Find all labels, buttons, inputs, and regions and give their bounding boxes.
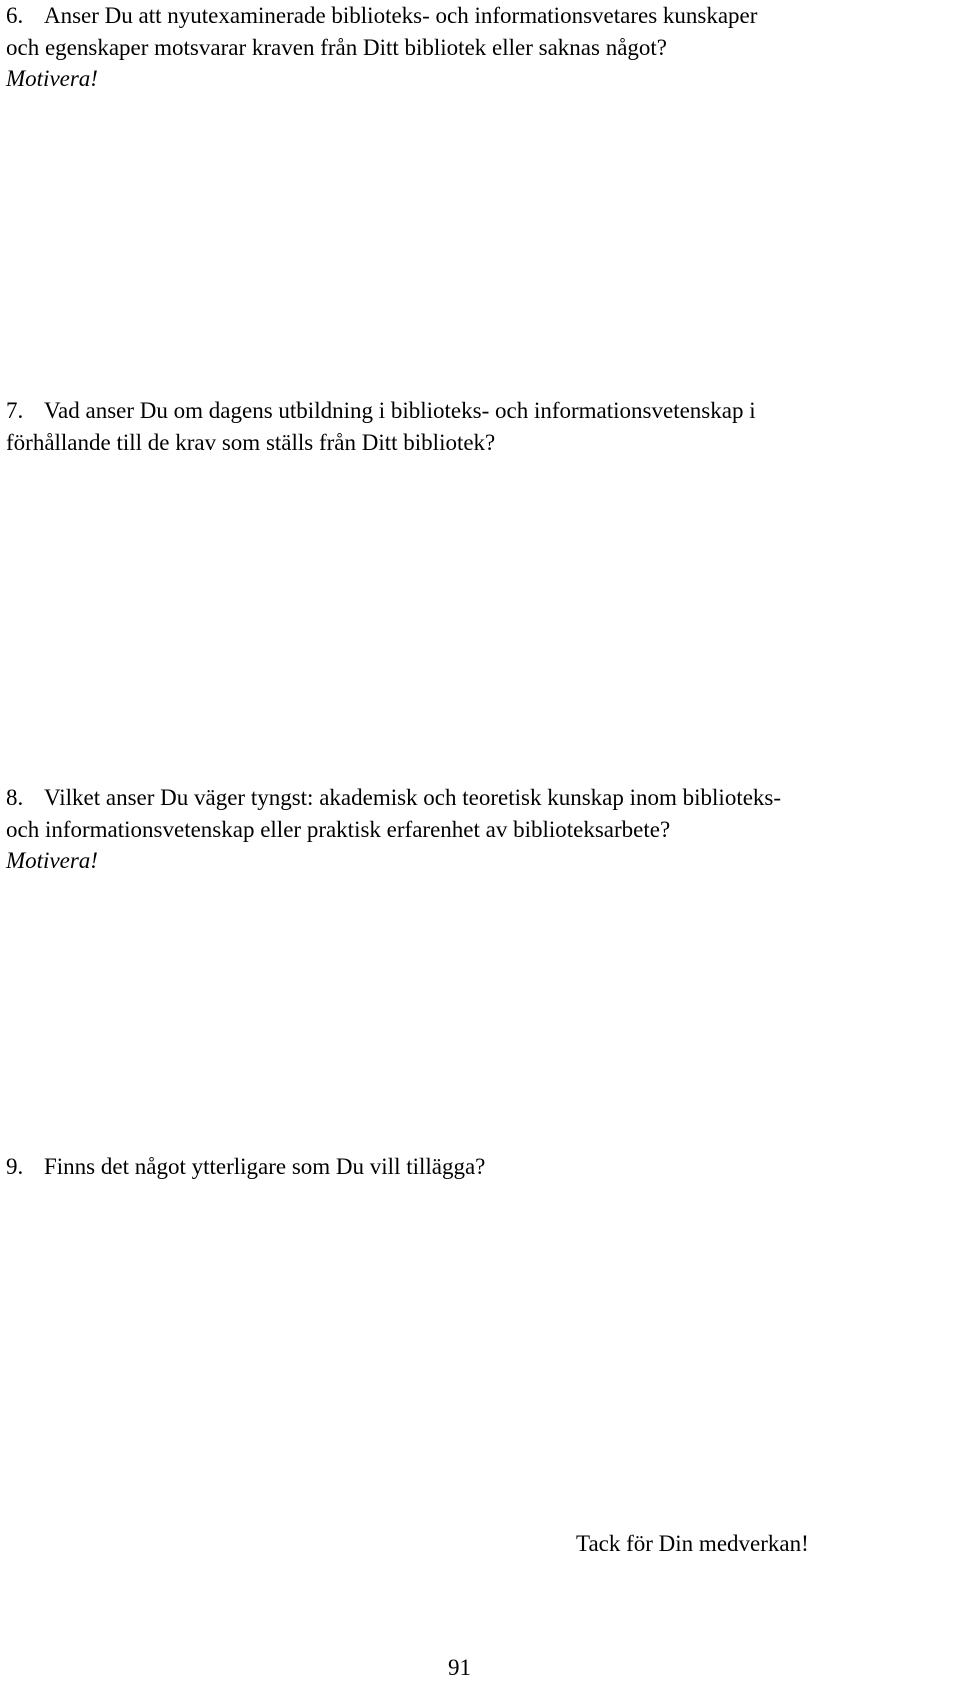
question-6-motivera: Motivera! xyxy=(6,66,98,91)
question-9-number: 9. xyxy=(6,1154,24,1179)
question-6-number: 6. xyxy=(6,3,24,28)
page-number: 91 xyxy=(448,1655,471,1680)
question-8 xyxy=(6,782,956,877)
question-8-first-line xyxy=(6,782,956,814)
question-7-number: 7. xyxy=(6,398,24,423)
question-6 xyxy=(6,0,956,95)
question-7-text-line-1: Vad anser Du om dagens utbildning i biblioteks- och informationsvetenskap i xyxy=(44,398,756,423)
question-8-text-line-2: och informationsvetenskap eller praktisk erfarenhet av biblioteksarbete? xyxy=(6,816,671,842)
question-9-text-line-1: Finns det något ytterligare som Du vill tillägga? xyxy=(44,1154,486,1179)
question-8-number: 8. xyxy=(6,785,24,810)
question-7-first-line xyxy=(6,395,956,427)
question-9-first-line xyxy=(6,1151,956,1183)
question-7 xyxy=(6,395,956,458)
question-8-motivera: Motivera! xyxy=(6,848,98,873)
question-6-first-line xyxy=(6,0,956,32)
question-7-text-line-2: förhållande till de krav som ställs från Ditt bibliotek? xyxy=(6,429,496,455)
question-8-text-line-1: Vilket anser Du väger tyngst: akademisk och teoretisk kunskap inom biblioteks- xyxy=(44,785,782,810)
question-6-text-line-1: Anser Du att nyutexaminerade biblioteks- och informationsvetares kunskaper xyxy=(44,3,758,28)
question-6-text-line-2: och egenskaper motsvarar kraven från Ditt bibliotek eller saknas något? xyxy=(6,34,668,60)
closing-thanks: Tack för Din medverkan! xyxy=(576,1531,809,1556)
question-9 xyxy=(6,1151,956,1183)
